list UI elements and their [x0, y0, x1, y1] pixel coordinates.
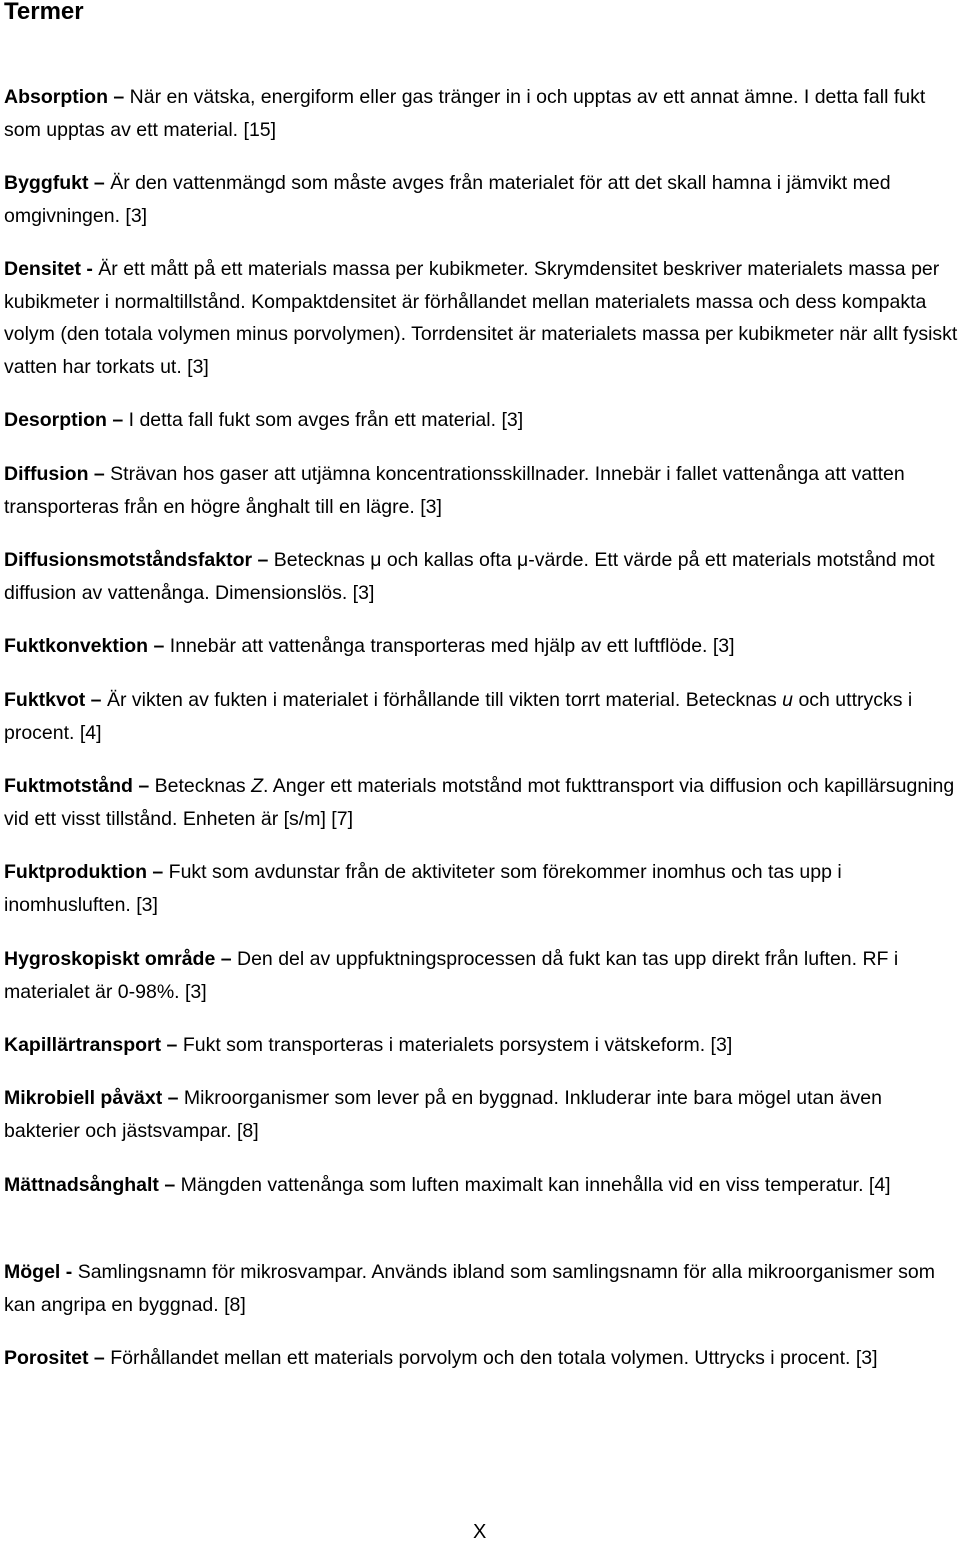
term-definition: Betecknas μ och kallas ofta μ-värde. Ett värde på ett materials motstånd mot diffusion av vattenånga. Dimensionslös. [3]	[4, 549, 935, 604]
term-definition-end: och uttrycks i procent. [4]	[4, 689, 913, 744]
term-definition: Är ett mått på ett materials massa per kubikmeter. Skrymdensitet beskriver materialets massa per kubikmeter i normaltillstånd. Kompaktdensitet är förhållandet mellan materialets massa och dess kompakta volym (den totala volymen minus porvolymen). Torrdensitet är materialets massa per kubikmeter när allt fysiskt vatten har torkats ut. [3]	[4, 258, 958, 378]
term-entry-porositet	[4, 1342, 958, 1375]
term-separator: –	[148, 635, 170, 657]
term-definition: Strävan hos gaser att utjämna koncentrationsskillnader. Innebär i fallet vattenånga att vatten transporteras från en högre ånghalt till en lägre. [3]	[4, 463, 905, 518]
term-definition: Den del av uppfuktningsprocessen då fukt kan tas upp direkt från luften. RF i materialet är 0-98%. [3]	[4, 948, 899, 1003]
term-name: Kapillärtransport	[4, 1034, 162, 1056]
term-entry-fuktkonvektion	[4, 630, 958, 663]
term-separator: –	[161, 1034, 183, 1056]
term-name: Mikrobiell påväxt	[4, 1087, 163, 1109]
term-symbol: Z	[251, 775, 264, 797]
term-name: Fuktmotstånd	[4, 775, 133, 797]
term-name: Densitet	[4, 258, 81, 280]
term-entry-densitet	[4, 253, 958, 383]
term-definition: Är den vattenmängd som måste avges från materialet för att det skall hamna i jämvikt med omgivningen. [3]	[4, 172, 891, 227]
term-name: Mögel	[4, 1261, 61, 1283]
term-definition: I detta fall fukt som avges från ett material. [3]	[128, 409, 524, 431]
term-entry-hygroskopiskt-omrade	[4, 943, 958, 1008]
term-separator: –	[215, 948, 237, 970]
term-definition: Fukt som avdunstar från de aktiviteter som förekommer inomhus och tas upp i inomhusluften. [3]	[4, 861, 842, 916]
page-footer-mark: X	[473, 1521, 487, 1543]
term-separator: –	[132, 775, 155, 797]
term-entry-fuktmotstand	[4, 770, 958, 835]
term-entry-fuktkvot	[4, 684, 958, 749]
term-entry-kapillartransport	[4, 1029, 958, 1062]
term-definition: Förhållandet mellan ett materials porvolym och den totala volymen. Uttrycks i procent. [3]	[110, 1347, 878, 1369]
term-entry-mogel	[4, 1256, 958, 1321]
term-separator: –	[106, 409, 129, 431]
term-separator: -	[60, 1261, 78, 1283]
term-name: Fuktproduktion	[4, 861, 147, 883]
term-definition: Mikroorganismer som lever på en byggnad. Inkluderar inte bara mögel utan även bakterier och jästsvampar. [8]	[4, 1087, 882, 1142]
term-separator: -	[80, 258, 99, 280]
term-name: Byggfukt	[4, 172, 89, 194]
term-separator: –	[107, 86, 130, 108]
term-separator: –	[158, 1174, 181, 1196]
term-separator: –	[88, 463, 111, 485]
term-entry-absorption	[4, 81, 958, 146]
term-name: Fuktkonvektion	[4, 635, 149, 657]
term-definition-end: . Anger ett materials motstånd mot fukttransport via diffusion och kapillärsugning vid ett visst tillstånd. Enheten är [s/m] [7]	[4, 775, 955, 830]
term-separator: –	[85, 689, 107, 711]
term-symbol: u	[782, 689, 794, 711]
term-entry-mattnadsanghalt	[4, 1169, 958, 1202]
term-definition: Samlingsnamn för mikrosvampar. Används ibland som samlingsnamn för alla mikroorganismer som kan angripa en byggnad. [8]	[4, 1261, 935, 1316]
term-name: Fuktkvot	[4, 689, 86, 711]
term-definition: Betecknas	[154, 775, 252, 797]
term-entry-desorption	[4, 404, 958, 437]
term-definition: Innebär att vattenånga transporteras med hjälp av ett luftflöde. [3]	[169, 635, 735, 657]
term-entry-byggfukt	[4, 167, 958, 232]
term-entry-mikrobiell-pavaxt	[4, 1082, 958, 1147]
term-name: Hygroskopiskt område	[4, 948, 216, 970]
term-definition: Är vikten av fukten i materialet i förhållande till vikten torrt material. Betecknas	[106, 689, 783, 711]
term-name: Desorption	[4, 409, 107, 431]
term-name: Diffusion	[4, 463, 89, 485]
term-entry-fuktproduktion	[4, 856, 958, 921]
term-separator: –	[146, 861, 169, 883]
page-title: Termer	[4, 0, 84, 25]
term-separator: –	[162, 1087, 184, 1109]
term-definition: Fukt som transporteras i materialets porsystem i vätskeform. [3]	[182, 1034, 733, 1056]
term-definition: Mängden vattenånga som luften maximalt kan innehålla vid en viss temperatur. [4]	[180, 1174, 891, 1196]
term-entry-diffusionsmotstandsfaktor	[4, 544, 958, 609]
term-separator: –	[88, 172, 111, 194]
term-entry-diffusion	[4, 458, 958, 523]
term-name: Absorption	[4, 86, 108, 108]
term-name: Porositet	[4, 1347, 89, 1369]
term-name: Diffusionsmotståndsfaktor	[4, 549, 253, 571]
term-separator: –	[252, 549, 274, 571]
term-separator: –	[88, 1347, 111, 1369]
term-name: Mättnadsånghalt	[4, 1174, 159, 1196]
term-definition: När en vätska, energiform eller gas tränger in i och upptas av ett annat ämne. I detta fall fukt som upptas av ett material. [15]	[4, 86, 926, 141]
